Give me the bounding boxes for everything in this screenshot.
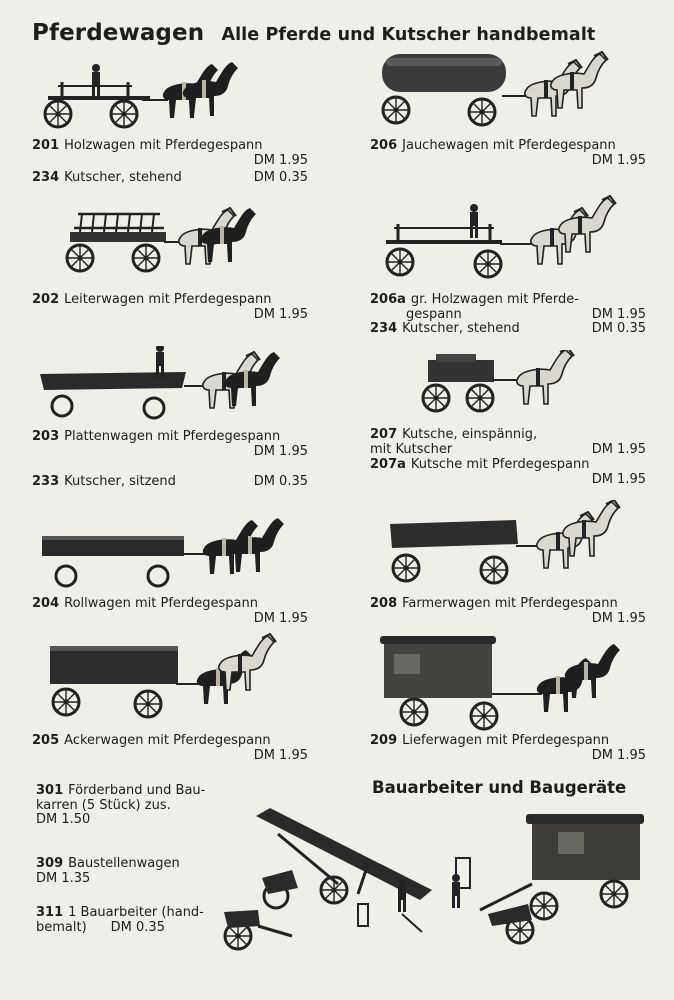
item-price: DM 0.35: [253, 474, 308, 489]
illustration-baugeraete: [218, 804, 658, 964]
item-price: DM 1.95: [591, 610, 646, 626]
title-main: Pferdewagen: [32, 20, 205, 46]
item-number: 208: [370, 596, 398, 611]
item-number: 209: [370, 733, 398, 748]
item-207: [370, 428, 646, 457]
item-price: DM 1.95: [253, 152, 308, 168]
item-number: 207a: [370, 457, 406, 472]
item-number: 201: [32, 138, 60, 153]
item-price: DM 1.95: [591, 747, 646, 763]
item-201: [32, 139, 308, 168]
item-number: 206a: [370, 292, 406, 307]
item-number: 234: [370, 321, 398, 336]
item-description-cont: bemalt): [36, 919, 87, 935]
item-description: Kutscher, stehend: [402, 321, 520, 336]
illustration-plattenwagen: [36, 346, 296, 428]
item-price: DM 1.95: [253, 610, 308, 626]
item-number: 204: [32, 596, 60, 611]
item-233: [32, 475, 308, 490]
item-description: Jauchewagen mit Pferdegespann: [402, 138, 616, 153]
item-234-left: [32, 171, 308, 186]
item-311: [36, 906, 204, 935]
illustration-farmerwagen: [384, 500, 640, 592]
item-price: DM 1.95: [591, 441, 646, 457]
item-description-cont: gespann: [406, 306, 462, 322]
title-subtitle: Alle Pferde und Kutscher handbemalt: [221, 25, 596, 45]
illustration-gr-holzwagen: [376, 186, 640, 286]
item-description: 1 Bauarbeiter (hand-: [68, 905, 204, 920]
item-description: Kutscher, sitzend: [64, 474, 176, 489]
illustration-ackerwagen: [44, 630, 306, 730]
item-description: Kutsche mit Pferdegespann: [410, 457, 590, 472]
item-price: DM 1.95: [253, 443, 308, 459]
item-205: [32, 734, 308, 763]
item-204: [32, 597, 308, 626]
item-price: DM 0.35: [591, 321, 646, 336]
item-description: Förderband und Bau-: [68, 783, 206, 798]
item-description: Farmerwagen mit Pferdegespann: [402, 596, 618, 611]
page-title: [32, 10, 595, 48]
section-title-bauarbeiter: Bauarbeiter und Baugeräte: [372, 778, 627, 797]
illustration-jauchewagen: [376, 46, 640, 138]
item-description: Rollwagen mit Pferdegespann: [64, 596, 258, 611]
item-203: [32, 430, 308, 459]
item-price: DM 1.95: [591, 306, 646, 322]
item-description-cont: mit Kutscher: [370, 441, 453, 457]
item-description: Lieferwagen mit Pferdegespann: [402, 733, 610, 748]
illustration-holzwagen: [38, 56, 248, 138]
item-description: Leiterwagen mit Pferdegespann: [64, 292, 272, 307]
item-price: DM 1.95: [591, 152, 646, 168]
item-description: Plattenwagen mit Pferdegespann: [64, 429, 281, 444]
item-price: DM 1.35: [36, 870, 91, 886]
item-number: 233: [32, 474, 60, 489]
item-number: 207: [370, 427, 398, 442]
item-number: 203: [32, 429, 60, 444]
item-price: DM 1.95: [253, 306, 308, 322]
item-description: Baustellenwagen: [68, 856, 180, 871]
item-price: DM 1.95: [591, 471, 646, 487]
illustration-kutsche: [414, 350, 608, 418]
item-description-cont: karren (5 Stück) zus.: [36, 797, 171, 813]
illustration-lieferwagen: [380, 632, 640, 734]
item-price: DM 1.50: [36, 812, 91, 827]
item-description: gr. Holzwagen mit Pferde-: [410, 292, 579, 307]
item-description: Ackerwagen mit Pferdegespann: [64, 733, 271, 748]
item-number: 309: [36, 856, 64, 871]
item-number: 206: [370, 138, 398, 153]
item-208: [370, 597, 646, 626]
item-number: 311: [36, 905, 64, 920]
item-number: 234: [32, 170, 60, 185]
illustration-leiterwagen: [60, 206, 270, 286]
item-202: [32, 293, 308, 322]
item-price: DM 0.35: [253, 170, 308, 185]
item-309: [36, 857, 180, 886]
item-description: Kutsche, einspännig,: [402, 427, 538, 442]
item-206a: [370, 293, 646, 322]
item-number: 202: [32, 292, 60, 307]
item-number: 301: [36, 783, 64, 798]
item-price: DM 1.95: [253, 747, 308, 763]
item-description: Holzwagen mit Pferdegespann: [64, 138, 263, 153]
item-206: [370, 139, 646, 168]
item-number: 205: [32, 733, 60, 748]
item-234-right: [370, 322, 646, 337]
item-301: [36, 784, 205, 828]
item-description: Kutscher, stehend: [64, 170, 182, 185]
illustration-rollwagen: [38, 516, 298, 596]
item-price: DM 0.35: [110, 919, 165, 935]
item-207a: [370, 458, 646, 487]
item-209: [370, 734, 646, 763]
